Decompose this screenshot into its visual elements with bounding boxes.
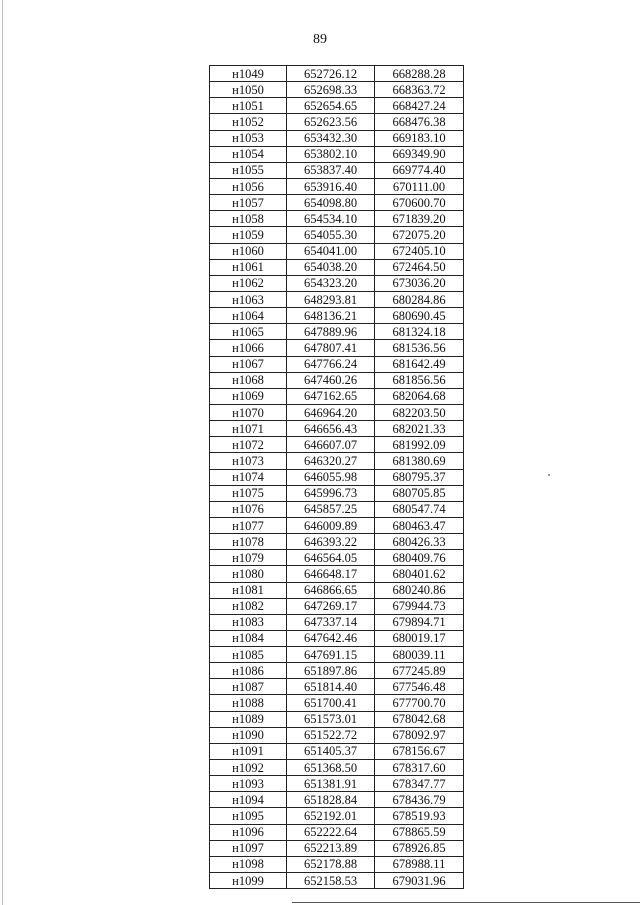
- table-row: [210, 340, 464, 356]
- y-coordinate-cell: 678042.68: [375, 711, 464, 727]
- table-row: [210, 517, 464, 533]
- table-row: [210, 114, 464, 130]
- y-coordinate-cell: 681642.49: [375, 356, 464, 372]
- point-id-cell: н1056: [210, 178, 287, 194]
- point-id-cell: н1094: [210, 792, 287, 808]
- x-coordinate-cell: 647269.17: [287, 598, 375, 614]
- y-coordinate-cell: 670111.00: [375, 178, 464, 194]
- table-row: [210, 308, 464, 324]
- x-coordinate-cell: 654534.10: [287, 211, 375, 227]
- y-coordinate-cell: 682203.50: [375, 404, 464, 420]
- y-coordinate-cell: 669349.90: [375, 146, 464, 162]
- table-row: [210, 695, 464, 711]
- table-row: [210, 388, 464, 404]
- y-coordinate-cell: 678926.85: [375, 840, 464, 856]
- y-coordinate-cell: 678156.67: [375, 743, 464, 759]
- y-coordinate-cell: 678317.60: [375, 760, 464, 776]
- coordinates-table: [209, 65, 464, 889]
- table-row: [210, 356, 464, 372]
- table-row: [210, 98, 464, 114]
- y-coordinate-cell: 678519.93: [375, 808, 464, 824]
- point-id-cell: н1063: [210, 291, 287, 307]
- table-row: [210, 453, 464, 469]
- table-row: [210, 566, 464, 582]
- point-id-cell: н1091: [210, 743, 287, 759]
- y-coordinate-cell: 677546.48: [375, 679, 464, 695]
- x-coordinate-cell: 651405.37: [287, 743, 375, 759]
- y-coordinate-cell: 672464.50: [375, 259, 464, 275]
- point-id-cell: н1069: [210, 388, 287, 404]
- table-row: [210, 792, 464, 808]
- y-coordinate-cell: 677245.89: [375, 663, 464, 679]
- table-row: [210, 372, 464, 388]
- y-coordinate-cell: 671839.20: [375, 211, 464, 227]
- table-row: [210, 534, 464, 550]
- table-row: [210, 647, 464, 663]
- point-id-cell: н1077: [210, 517, 287, 533]
- point-id-cell: н1059: [210, 227, 287, 243]
- point-id-cell: н1084: [210, 630, 287, 646]
- page-left-edge: [2, 0, 3, 905]
- x-coordinate-cell: 654041.00: [287, 243, 375, 259]
- point-id-cell: н1051: [210, 98, 287, 114]
- y-coordinate-cell: 677700.70: [375, 695, 464, 711]
- point-id-cell: н1096: [210, 824, 287, 840]
- point-id-cell: н1089: [210, 711, 287, 727]
- table-row: [210, 275, 464, 291]
- x-coordinate-cell: 654323.20: [287, 275, 375, 291]
- y-coordinate-cell: 681856.56: [375, 372, 464, 388]
- y-coordinate-cell: 680463.47: [375, 517, 464, 533]
- point-id-cell: н1060: [210, 243, 287, 259]
- x-coordinate-cell: 652192.01: [287, 808, 375, 824]
- table-row: [210, 727, 464, 743]
- y-coordinate-cell: 680409.76: [375, 550, 464, 566]
- table-row: [210, 501, 464, 517]
- point-id-cell: н1081: [210, 582, 287, 598]
- x-coordinate-cell: 647642.46: [287, 630, 375, 646]
- table-row: [210, 550, 464, 566]
- x-coordinate-cell: 646009.89: [287, 517, 375, 533]
- x-coordinate-cell: 646055.98: [287, 469, 375, 485]
- x-coordinate-cell: 652158.53: [287, 873, 375, 889]
- y-coordinate-cell: 680795.37: [375, 469, 464, 485]
- point-id-cell: н1072: [210, 437, 287, 453]
- x-coordinate-cell: 648293.81: [287, 291, 375, 307]
- y-coordinate-cell: 670600.70: [375, 195, 464, 211]
- y-coordinate-cell: 668427.24: [375, 98, 464, 114]
- y-coordinate-cell: 680401.62: [375, 566, 464, 582]
- y-coordinate-cell: 668476.38: [375, 114, 464, 130]
- x-coordinate-cell: 646607.07: [287, 437, 375, 453]
- coordinates-table-body: [210, 66, 464, 889]
- y-coordinate-cell: 678988.11: [375, 856, 464, 872]
- table-row: [210, 259, 464, 275]
- point-id-cell: н1075: [210, 485, 287, 501]
- table-row: [210, 469, 464, 485]
- table-row: [210, 146, 464, 162]
- x-coordinate-cell: 646964.20: [287, 404, 375, 420]
- table-row: [210, 227, 464, 243]
- table-row: [210, 808, 464, 824]
- x-coordinate-cell: 651700.41: [287, 695, 375, 711]
- x-coordinate-cell: 646564.05: [287, 550, 375, 566]
- y-coordinate-cell: 681324.18: [375, 324, 464, 340]
- table-row: [210, 630, 464, 646]
- point-id-cell: н1097: [210, 840, 287, 856]
- point-id-cell: н1095: [210, 808, 287, 824]
- x-coordinate-cell: 647766.24: [287, 356, 375, 372]
- point-id-cell: н1057: [210, 195, 287, 211]
- point-id-cell: н1071: [210, 421, 287, 437]
- x-coordinate-cell: 652178.88: [287, 856, 375, 872]
- x-coordinate-cell: 651814.40: [287, 679, 375, 695]
- x-coordinate-cell: 646393.22: [287, 534, 375, 550]
- x-coordinate-cell: 654038.20: [287, 259, 375, 275]
- x-coordinate-cell: 654098.80: [287, 195, 375, 211]
- x-coordinate-cell: 646656.43: [287, 421, 375, 437]
- table-row: [210, 211, 464, 227]
- point-id-cell: н1062: [210, 275, 287, 291]
- x-coordinate-cell: 645857.25: [287, 501, 375, 517]
- y-coordinate-cell: 678436.79: [375, 792, 464, 808]
- table-row: [210, 873, 464, 889]
- table-row: [210, 840, 464, 856]
- scan-speck: [548, 474, 550, 476]
- table-row: [210, 679, 464, 695]
- point-id-cell: н1082: [210, 598, 287, 614]
- point-id-cell: н1065: [210, 324, 287, 340]
- point-id-cell: н1068: [210, 372, 287, 388]
- x-coordinate-cell: 647162.65: [287, 388, 375, 404]
- point-id-cell: н1064: [210, 308, 287, 324]
- table-row: [210, 776, 464, 792]
- y-coordinate-cell: 679031.96: [375, 873, 464, 889]
- y-coordinate-cell: 668288.28: [375, 66, 464, 82]
- table-row: [210, 582, 464, 598]
- table-row: [210, 178, 464, 194]
- point-id-cell: н1074: [210, 469, 287, 485]
- x-coordinate-cell: 647337.14: [287, 614, 375, 630]
- y-coordinate-cell: 669183.10: [375, 130, 464, 146]
- y-coordinate-cell: 678092.97: [375, 727, 464, 743]
- x-coordinate-cell: 651897.86: [287, 663, 375, 679]
- x-coordinate-cell: 651573.01: [287, 711, 375, 727]
- y-coordinate-cell: 673036.20: [375, 275, 464, 291]
- point-id-cell: н1080: [210, 566, 287, 582]
- y-coordinate-cell: 681536.56: [375, 340, 464, 356]
- x-coordinate-cell: 651828.84: [287, 792, 375, 808]
- table-row: [210, 404, 464, 420]
- y-coordinate-cell: 682064.68: [375, 388, 464, 404]
- x-coordinate-cell: 652726.12: [287, 66, 375, 82]
- y-coordinate-cell: 679944.73: [375, 598, 464, 614]
- y-coordinate-cell: 680284.86: [375, 291, 464, 307]
- x-coordinate-cell: 647691.15: [287, 647, 375, 663]
- y-coordinate-cell: 681992.09: [375, 437, 464, 453]
- y-coordinate-cell: 680690.45: [375, 308, 464, 324]
- x-coordinate-cell: 651381.91: [287, 776, 375, 792]
- point-id-cell: н1050: [210, 82, 287, 98]
- y-coordinate-cell: 680019.17: [375, 630, 464, 646]
- x-coordinate-cell: 647889.96: [287, 324, 375, 340]
- y-coordinate-cell: 680705.85: [375, 485, 464, 501]
- point-id-cell: н1076: [210, 501, 287, 517]
- y-coordinate-cell: 672405.10: [375, 243, 464, 259]
- table-row: [210, 598, 464, 614]
- y-coordinate-cell: 678347.77: [375, 776, 464, 792]
- page-bottom-edge: [292, 902, 640, 903]
- point-id-cell: н1061: [210, 259, 287, 275]
- point-id-cell: н1054: [210, 146, 287, 162]
- x-coordinate-cell: 646648.17: [287, 566, 375, 582]
- x-coordinate-cell: 646320.27: [287, 453, 375, 469]
- point-id-cell: н1092: [210, 760, 287, 776]
- x-coordinate-cell: 651522.72: [287, 727, 375, 743]
- page-number: 89: [313, 32, 327, 47]
- table-row: [210, 614, 464, 630]
- table-row: [210, 195, 464, 211]
- y-coordinate-cell: 680039.11: [375, 647, 464, 663]
- y-coordinate-cell: 678865.59: [375, 824, 464, 840]
- point-id-cell: н1067: [210, 356, 287, 372]
- table-row: [210, 743, 464, 759]
- point-id-cell: н1083: [210, 614, 287, 630]
- y-coordinate-cell: 679894.71: [375, 614, 464, 630]
- point-id-cell: н1079: [210, 550, 287, 566]
- point-id-cell: н1086: [210, 663, 287, 679]
- point-id-cell: н1088: [210, 695, 287, 711]
- x-coordinate-cell: 654055.30: [287, 227, 375, 243]
- table-row: [210, 437, 464, 453]
- x-coordinate-cell: 652213.89: [287, 840, 375, 856]
- point-id-cell: н1093: [210, 776, 287, 792]
- point-id-cell: н1070: [210, 404, 287, 420]
- y-coordinate-cell: 668363.72: [375, 82, 464, 98]
- x-coordinate-cell: 646866.65: [287, 582, 375, 598]
- table-row: [210, 324, 464, 340]
- table-row: [210, 824, 464, 840]
- y-coordinate-cell: 681380.69: [375, 453, 464, 469]
- point-id-cell: н1098: [210, 856, 287, 872]
- point-id-cell: н1049: [210, 66, 287, 82]
- table-row: [210, 663, 464, 679]
- table-row: [210, 485, 464, 501]
- table-row: [210, 162, 464, 178]
- x-coordinate-cell: 652623.56: [287, 114, 375, 130]
- y-coordinate-cell: 672075.20: [375, 227, 464, 243]
- point-id-cell: н1090: [210, 727, 287, 743]
- table-row: [210, 243, 464, 259]
- table-row: [210, 711, 464, 727]
- point-id-cell: н1087: [210, 679, 287, 695]
- x-coordinate-cell: 648136.21: [287, 308, 375, 324]
- point-id-cell: н1099: [210, 873, 287, 889]
- table-row: [210, 421, 464, 437]
- point-id-cell: н1066: [210, 340, 287, 356]
- x-coordinate-cell: 652654.65: [287, 98, 375, 114]
- point-id-cell: н1058: [210, 211, 287, 227]
- point-id-cell: н1055: [210, 162, 287, 178]
- point-id-cell: н1053: [210, 130, 287, 146]
- x-coordinate-cell: 653916.40: [287, 178, 375, 194]
- point-id-cell: н1052: [210, 114, 287, 130]
- y-coordinate-cell: 680547.74: [375, 501, 464, 517]
- x-coordinate-cell: 653837.40: [287, 162, 375, 178]
- x-coordinate-cell: 652698.33: [287, 82, 375, 98]
- y-coordinate-cell: 669774.40: [375, 162, 464, 178]
- table-row: [210, 130, 464, 146]
- x-coordinate-cell: 653802.10: [287, 146, 375, 162]
- x-coordinate-cell: 653432.30: [287, 130, 375, 146]
- x-coordinate-cell: 647460.26: [287, 372, 375, 388]
- table-row: [210, 856, 464, 872]
- y-coordinate-cell: 680240.86: [375, 582, 464, 598]
- table-row: [210, 66, 464, 82]
- table-row: [210, 760, 464, 776]
- x-coordinate-cell: 647807.41: [287, 340, 375, 356]
- x-coordinate-cell: 651368.50: [287, 760, 375, 776]
- table-row: [210, 291, 464, 307]
- point-id-cell: н1078: [210, 534, 287, 550]
- y-coordinate-cell: 680426.33: [375, 534, 464, 550]
- table-row: [210, 82, 464, 98]
- x-coordinate-cell: 652222.64: [287, 824, 375, 840]
- y-coordinate-cell: 682021.33: [375, 421, 464, 437]
- x-coordinate-cell: 645996.73: [287, 485, 375, 501]
- point-id-cell: н1085: [210, 647, 287, 663]
- point-id-cell: н1073: [210, 453, 287, 469]
